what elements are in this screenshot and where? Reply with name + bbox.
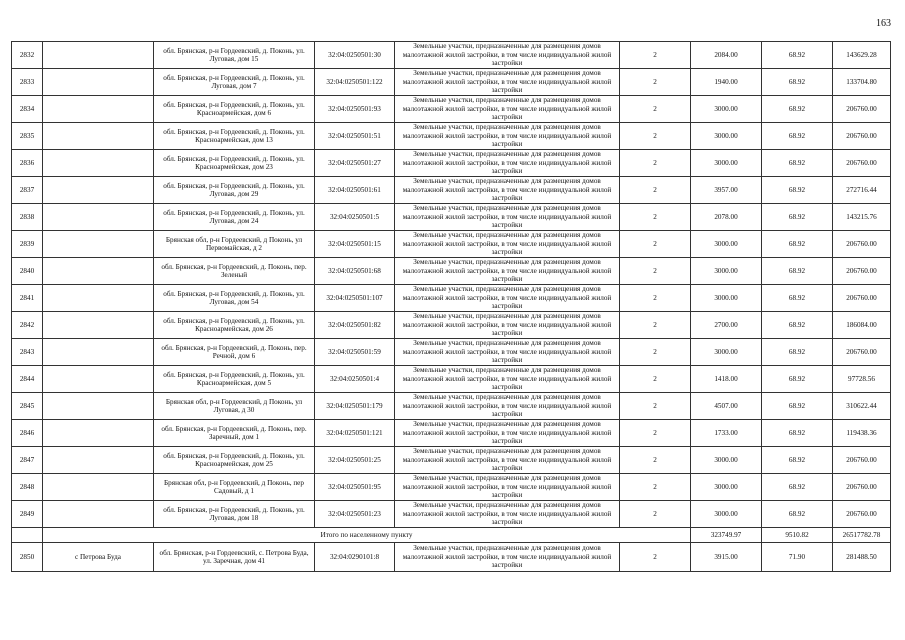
rate-cell: 71.90 xyxy=(762,543,833,572)
category-cell: 2 xyxy=(620,366,691,393)
rate-cell: 68.92 xyxy=(762,231,833,258)
area-cell: 4507.00 xyxy=(691,393,762,420)
address-cell: обл. Брянская, р-н Гордеевский, д. Поконь, ул. Красноармейская, дом 13 xyxy=(154,123,315,150)
cadastral-number-cell: 32:04:0250501:4 xyxy=(315,366,395,393)
value-cell: 133704.80 xyxy=(833,69,891,96)
category-cell: 2 xyxy=(620,420,691,447)
value-cell: 206760.00 xyxy=(833,474,891,501)
rate-cell: 68.92 xyxy=(762,204,833,231)
settlement-cell xyxy=(43,204,154,231)
value-cell: 206760.00 xyxy=(833,150,891,177)
table-row xyxy=(12,393,891,420)
table-row xyxy=(12,177,891,204)
rate-cell: 68.92 xyxy=(762,447,833,474)
land-use-cell: Земельные участки, предназначенные для размещения домов малоэтажной жилой застройки, в том числе индивидуальной жилой застройки xyxy=(395,312,620,339)
address-cell: обл. Брянская, р-н Гордеевский, д. Поконь, ул. Луговая, дом 24 xyxy=(154,204,315,231)
category-cell: 2 xyxy=(620,123,691,150)
page-number: 163 xyxy=(876,18,891,29)
rate-cell: 68.92 xyxy=(762,123,833,150)
value-cell: 310622.44 xyxy=(833,393,891,420)
subtotal-row xyxy=(12,528,891,543)
category-cell: 2 xyxy=(620,258,691,285)
category-cell: 2 xyxy=(620,42,691,69)
address-cell: обл. Брянская, р-н Гордеевский, д. Поконь, ул. Луговая, дом 54 xyxy=(154,285,315,312)
address-cell: обл. Брянская, р-н Гордеевский, д. Поконь, пер. Заречный, дом 1 xyxy=(154,420,315,447)
address-cell: Брянская обл, р-н Гордеевский, д Поконь, ул Луговая, д 30 xyxy=(154,393,315,420)
table-row xyxy=(12,474,891,501)
cadastral-number-cell: 32:04:0250501:107 xyxy=(315,285,395,312)
category-cell: 2 xyxy=(620,150,691,177)
settlement-cell xyxy=(43,420,154,447)
row-number: 2850 xyxy=(12,543,43,572)
category-cell: 2 xyxy=(620,501,691,528)
settlement-cell xyxy=(43,258,154,285)
land-use-cell: Земельные участки, предназначенные для размещения домов малоэтажной жилой застройки, в том числе индивидуальной жилой застройки xyxy=(395,123,620,150)
address-cell: обл. Брянская, р-н Гордеевский, д. Поконь, ул. Красноармейская, дом 23 xyxy=(154,150,315,177)
rate-cell: 68.92 xyxy=(762,393,833,420)
value-cell: 206760.00 xyxy=(833,339,891,366)
value-cell: 186084.00 xyxy=(833,312,891,339)
row-number: 2835 xyxy=(12,123,43,150)
area-cell: 3000.00 xyxy=(691,123,762,150)
area-cell: 1733.00 xyxy=(691,420,762,447)
value-cell: 206760.00 xyxy=(833,123,891,150)
land-use-cell: Земельные участки, предназначенные для размещения домов малоэтажной жилой застройки, в том числе индивидуальной жилой застройки xyxy=(395,366,620,393)
land-use-cell: Земельные участки, предназначенные для размещения домов малоэтажной жилой застройки, в том числе индивидуальной жилой застройки xyxy=(395,258,620,285)
land-use-cell: Земельные участки, предназначенные для размещения домов малоэтажной жилой застройки, в том числе индивидуальной жилой застройки xyxy=(395,339,620,366)
table-row xyxy=(12,420,891,447)
settlement-cell xyxy=(43,285,154,312)
row-number: 2840 xyxy=(12,258,43,285)
land-use-cell: Земельные участки, предназначенные для размещения домов малоэтажной жилой застройки, в том числе индивидуальной жилой застройки xyxy=(395,501,620,528)
subtotal-value: 26517782.78 xyxy=(833,528,891,543)
address-cell: Брянская обл, р-н Гордеевский, д Поконь, пер Садовый, д 1 xyxy=(154,474,315,501)
category-cell: 2 xyxy=(620,285,691,312)
table-row xyxy=(12,69,891,96)
cadastral-number-cell: 32:04:0250501:5 xyxy=(315,204,395,231)
table-row xyxy=(12,204,891,231)
land-use-cell: Земельные участки, предназначенные для размещения домов малоэтажной жилой застройки, в том числе индивидуальной жилой застройки xyxy=(395,96,620,123)
subtotal-label: Итого по населенному пункту xyxy=(43,528,691,543)
area-cell: 1940.00 xyxy=(691,69,762,96)
address-cell: обл. Брянская, р-н Гордеевский, д. Поконь, ул. Красноармейская, дом 26 xyxy=(154,312,315,339)
rate-cell: 68.92 xyxy=(762,42,833,69)
land-use-cell: Земельные участки, предназначенные для размещения домов малоэтажной жилой застройки, в том числе индивидуальной жилой застройки xyxy=(395,447,620,474)
subtotal-empty-cell xyxy=(12,528,43,543)
land-register-table xyxy=(11,41,891,572)
land-use-cell: Земельные участки, предназначенные для размещения домов малоэтажной жилой застройки, в том числе индивидуальной жилой застройки xyxy=(395,69,620,96)
address-cell: обл. Брянская, р-н Гордеевский, д. Поконь, ул. Красноармейская, дом 5 xyxy=(154,366,315,393)
value-cell: 206760.00 xyxy=(833,231,891,258)
row-number: 2847 xyxy=(12,447,43,474)
cadastral-number-cell: 32:04:0250501:121 xyxy=(315,420,395,447)
category-cell: 2 xyxy=(620,312,691,339)
address-cell: обл. Брянская, р-н Гордеевский, д. Поконь, ул. Луговая, дом 29 xyxy=(154,177,315,204)
settlement-cell xyxy=(43,231,154,258)
row-number: 2846 xyxy=(12,420,43,447)
subtotal-rate: 9510.82 xyxy=(762,528,833,543)
rate-cell: 68.92 xyxy=(762,474,833,501)
subtotal-area: 323749.97 xyxy=(691,528,762,543)
table-row xyxy=(12,258,891,285)
settlement-cell xyxy=(43,501,154,528)
area-cell: 3000.00 xyxy=(691,231,762,258)
value-cell: 281488.50 xyxy=(833,543,891,572)
address-cell: обл. Брянская, р-н Гордеевский, д. Поконь, пер. Речной, дом 6 xyxy=(154,339,315,366)
area-cell: 3915.00 xyxy=(691,543,762,572)
settlement-cell xyxy=(43,366,154,393)
table-row xyxy=(12,123,891,150)
settlement-cell xyxy=(43,312,154,339)
settlement-cell xyxy=(43,42,154,69)
settlement-cell xyxy=(43,69,154,96)
table-row xyxy=(12,42,891,69)
table-row xyxy=(12,339,891,366)
rate-cell: 68.92 xyxy=(762,312,833,339)
rate-cell: 68.92 xyxy=(762,177,833,204)
area-cell: 1418.00 xyxy=(691,366,762,393)
settlement-cell xyxy=(43,393,154,420)
area-cell: 3000.00 xyxy=(691,447,762,474)
address-cell: обл. Брянская, р-н Гордеевский, д. Поконь, пер. Зеленый xyxy=(154,258,315,285)
area-cell: 2700.00 xyxy=(691,312,762,339)
table-row xyxy=(12,366,891,393)
table-row xyxy=(12,150,891,177)
settlement-cell xyxy=(43,474,154,501)
category-cell: 2 xyxy=(620,204,691,231)
area-cell: 3000.00 xyxy=(691,150,762,177)
cadastral-number-cell: 32:04:0250501:25 xyxy=(315,447,395,474)
cadastral-number-cell: 32:04:0250501:93 xyxy=(315,96,395,123)
land-use-cell: Земельные участки, предназначенные для размещения домов малоэтажной жилой застройки, в том числе индивидуальной жилой застройки xyxy=(395,177,620,204)
address-cell: обл. Брянская, р-н Гордеевский, с. Петрова Буда, ул. Заречная, дом 41 xyxy=(154,543,315,572)
category-cell: 2 xyxy=(620,177,691,204)
row-number: 2838 xyxy=(12,204,43,231)
cadastral-number-cell: 32:04:0250501:179 xyxy=(315,393,395,420)
land-use-cell: Земельные участки, предназначенные для размещения домов малоэтажной жилой застройки, в том числе индивидуальной жилой застройки xyxy=(395,543,620,572)
rate-cell: 68.92 xyxy=(762,501,833,528)
category-cell: 2 xyxy=(620,474,691,501)
table-row xyxy=(12,543,891,572)
value-cell: 143629.28 xyxy=(833,42,891,69)
rate-cell: 68.92 xyxy=(762,339,833,366)
row-number: 2849 xyxy=(12,501,43,528)
area-cell: 2078.00 xyxy=(691,204,762,231)
table-body xyxy=(12,42,891,572)
rate-cell: 68.92 xyxy=(762,285,833,312)
table-row xyxy=(12,501,891,528)
cadastral-number-cell: 32:04:0250501:61 xyxy=(315,177,395,204)
address-cell: Брянская обл, р-н Гордеевский, д Поконь, ул Первомайская, д 2 xyxy=(154,231,315,258)
area-cell: 3000.00 xyxy=(691,339,762,366)
address-cell: обл. Брянская, р-н Гордеевский, д. Поконь, ул. Красноармейская, дом 25 xyxy=(154,447,315,474)
settlement-cell xyxy=(43,339,154,366)
area-cell: 3000.00 xyxy=(691,96,762,123)
row-number: 2839 xyxy=(12,231,43,258)
cadastral-number-cell: 32:04:0250501:95 xyxy=(315,474,395,501)
cadastral-number-cell: 32:04:0250501:23 xyxy=(315,501,395,528)
address-cell: обл. Брянская, р-н Гордеевский, д. Поконь, ул. Луговая, дом 15 xyxy=(154,42,315,69)
rate-cell: 68.92 xyxy=(762,420,833,447)
cadastral-number-cell: 32:04:0250501:82 xyxy=(315,312,395,339)
land-use-cell: Земельные участки, предназначенные для размещения домов малоэтажной жилой застройки, в том числе индивидуальной жилой застройки xyxy=(395,285,620,312)
category-cell: 2 xyxy=(620,231,691,258)
row-number: 2848 xyxy=(12,474,43,501)
row-number: 2842 xyxy=(12,312,43,339)
land-use-cell: Земельные участки, предназначенные для размещения домов малоэтажной жилой застройки, в том числе индивидуальной жилой застройки xyxy=(395,231,620,258)
land-use-cell: Земельные участки, предназначенные для размещения домов малоэтажной жилой застройки, в том числе индивидуальной жилой застройки xyxy=(395,420,620,447)
settlement-cell xyxy=(43,177,154,204)
area-cell: 3000.00 xyxy=(691,258,762,285)
cadastral-number-cell: 32:04:0250501:30 xyxy=(315,42,395,69)
category-cell: 2 xyxy=(620,447,691,474)
category-cell: 2 xyxy=(620,543,691,572)
rate-cell: 68.92 xyxy=(762,150,833,177)
rate-cell: 68.92 xyxy=(762,69,833,96)
category-cell: 2 xyxy=(620,96,691,123)
cadastral-number-cell: 32:04:0290101:8 xyxy=(315,543,395,572)
row-number: 2841 xyxy=(12,285,43,312)
value-cell: 272716.44 xyxy=(833,177,891,204)
cadastral-number-cell: 32:04:0250501:68 xyxy=(315,258,395,285)
table-row xyxy=(12,96,891,123)
table-row xyxy=(12,447,891,474)
table-row xyxy=(12,231,891,258)
table-row xyxy=(12,312,891,339)
land-use-cell: Земельные участки, предназначенные для размещения домов малоэтажной жилой застройки, в том числе индивидуальной жилой застройки xyxy=(395,204,620,231)
value-cell: 206760.00 xyxy=(833,447,891,474)
value-cell: 206760.00 xyxy=(833,258,891,285)
row-number: 2843 xyxy=(12,339,43,366)
value-cell: 206760.00 xyxy=(833,96,891,123)
settlement-cell: с Петрова Буда xyxy=(43,543,154,572)
row-number: 2845 xyxy=(12,393,43,420)
row-number: 2836 xyxy=(12,150,43,177)
category-cell: 2 xyxy=(620,339,691,366)
rate-cell: 68.92 xyxy=(762,366,833,393)
land-use-cell: Земельные участки, предназначенные для размещения домов малоэтажной жилой застройки, в том числе индивидуальной жилой застройки xyxy=(395,393,620,420)
value-cell: 97728.56 xyxy=(833,366,891,393)
address-cell: обл. Брянская, р-н Гордеевский, д. Поконь, ул. Луговая, дом 18 xyxy=(154,501,315,528)
value-cell: 206760.00 xyxy=(833,285,891,312)
area-cell: 3000.00 xyxy=(691,285,762,312)
area-cell: 3000.00 xyxy=(691,474,762,501)
row-number: 2844 xyxy=(12,366,43,393)
address-cell: обл. Брянская, р-н Гордеевский, д. Поконь, ул. Луговая, дом 7 xyxy=(154,69,315,96)
cadastral-number-cell: 32:04:0250501:59 xyxy=(315,339,395,366)
land-use-cell: Земельные участки, предназначенные для размещения домов малоэтажной жилой застройки, в том числе индивидуальной жилой застройки xyxy=(395,150,620,177)
area-cell: 2084.00 xyxy=(691,42,762,69)
row-number: 2837 xyxy=(12,177,43,204)
value-cell: 206760.00 xyxy=(833,501,891,528)
area-cell: 3957.00 xyxy=(691,177,762,204)
row-number: 2833 xyxy=(12,69,43,96)
table-row xyxy=(12,285,891,312)
settlement-cell xyxy=(43,150,154,177)
cadastral-number-cell: 32:04:0250501:51 xyxy=(315,123,395,150)
cadastral-number-cell: 32:04:0250501:27 xyxy=(315,150,395,177)
row-number: 2832 xyxy=(12,42,43,69)
address-cell: обл. Брянская, р-н Гордеевский, д. Поконь, ул. Красноармейская, дом 6 xyxy=(154,96,315,123)
category-cell: 2 xyxy=(620,393,691,420)
cadastral-number-cell: 32:04:0250501:122 xyxy=(315,69,395,96)
cadastral-number-cell: 32:04:0250501:15 xyxy=(315,231,395,258)
row-number: 2834 xyxy=(12,96,43,123)
category-cell: 2 xyxy=(620,69,691,96)
settlement-cell xyxy=(43,447,154,474)
land-use-cell: Земельные участки, предназначенные для размещения домов малоэтажной жилой застройки, в том числе индивидуальной жилой застройки xyxy=(395,474,620,501)
area-cell: 3000.00 xyxy=(691,501,762,528)
rate-cell: 68.92 xyxy=(762,96,833,123)
settlement-cell xyxy=(43,123,154,150)
land-use-cell: Земельные участки, предназначенные для размещения домов малоэтажной жилой застройки, в том числе индивидуальной жилой застройки xyxy=(395,42,620,69)
settlement-cell xyxy=(43,96,154,123)
value-cell: 119438.36 xyxy=(833,420,891,447)
rate-cell: 68.92 xyxy=(762,258,833,285)
value-cell: 143215.76 xyxy=(833,204,891,231)
